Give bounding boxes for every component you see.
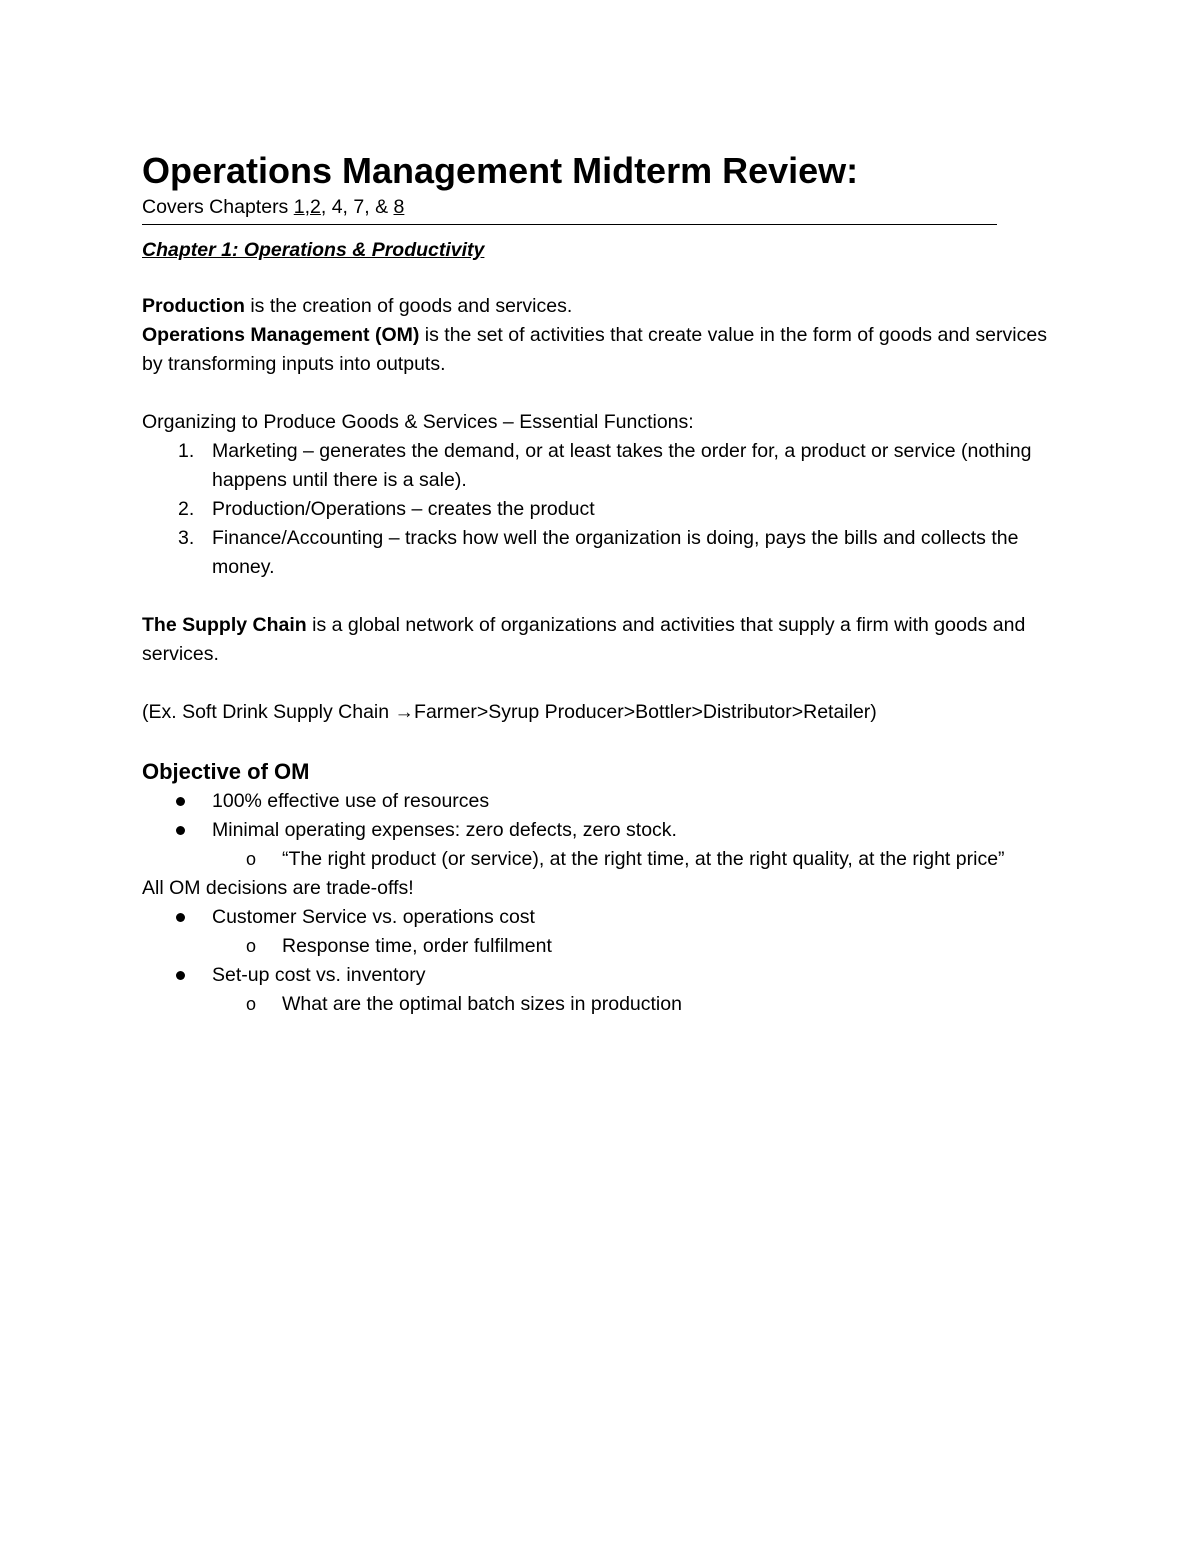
production-text: is the creation of goods and services. [244,295,573,317]
sub-bullet-icon: o [246,936,257,956]
list-item-text: Finance/Accounting – tracks how well the organization is doing, pays the bills and collects the money. [212,527,1019,578]
list-number: 1. [178,440,195,462]
list-item [142,437,1072,495]
chapter-heading: Chapter 1: Operations & Productivity [142,239,485,261]
supply-chain-example [142,698,1072,727]
list-item-text: What are the optimal batch sizes in production [282,993,682,1015]
bullet-icon [176,913,185,922]
tradeoffs-list-1 [142,903,1072,932]
supply-chain-text: is a global network of organizations and activities that supply a firm with goods and services. [142,614,1026,665]
document-body [142,150,1072,1019]
production-term: Production [142,295,245,317]
subtitle-comma: , [304,196,311,218]
functions-list [142,437,1072,582]
list-item-text: Production/Operations – creates the product [212,498,595,520]
list-item-text: Minimal operating expenses: zero defects, zero stock. [212,819,677,841]
bullet-icon [176,797,185,806]
list-item [142,961,1072,990]
list-item [142,495,1072,524]
om-text: is the set of activities that create value in the form of goods and services by transforming inputs into outputs. [142,324,1047,375]
chapter-8-link: 8 [393,196,405,218]
right-arrow-icon: → [394,701,415,723]
tradeoffs-intro: All OM decisions are trade-offs! [142,877,414,899]
objective-heading: Objective of OM [142,759,310,784]
supply-chain-term: The Supply Chain [142,614,307,636]
bullet-icon [176,826,185,835]
organizing-intro: Organizing to Produce Goods & Services – Essential Functions: [142,411,694,433]
list-item-text: Customer Service vs. operations cost [212,906,535,928]
sub-bullet-icon: o [246,994,257,1014]
om-definition [142,321,1072,379]
list-number: 3. [178,527,195,549]
list-item-text: Response time, order fulfilment [282,935,552,957]
list-item [142,816,1072,845]
horizontal-rule [142,224,997,225]
list-item-text: “The right product (or service), at the right time, at the right quality, at the right price” [282,848,1005,870]
sub-bullet-icon: o [246,849,257,869]
om-term: Operations Management (OM) [142,324,420,346]
example-prefix: (Ex. Soft Drink Supply Chain [142,701,395,723]
objective-sublist [142,845,1072,874]
list-item-text: Set-up cost vs. inventory [212,964,426,986]
list-item [142,903,1072,932]
list-item [142,845,1072,874]
page-title: Operations Management Midterm Review: [142,150,859,191]
subtitle-prefix: Covers Chapters [142,196,294,218]
list-item [142,787,1072,816]
objective-list [142,787,1072,845]
subtitle [142,194,1072,220]
chapter-1-link: 1 [293,196,305,218]
list-item [142,524,1072,582]
tradeoffs-sublist-2 [142,990,1072,1019]
list-item-text: Marketing – generates the demand, or at least takes the order for, a product or service (nothing happens until there is a sale). [212,440,1032,491]
list-item [142,932,1072,961]
list-number: 2. [178,498,195,520]
supply-chain-definition [142,611,1072,669]
chapter-2-link: 2 [310,196,321,218]
list-item [142,990,1072,1019]
tradeoffs-sublist-1 [142,932,1072,961]
tradeoffs-list-2 [142,961,1072,990]
production-definition [142,292,1072,321]
subtitle-rest: , 4, 7, & [320,196,394,218]
list-item-text: 100% effective use of resources [212,790,490,812]
bullet-icon [176,971,185,980]
example-suffix: Farmer>Syrup Producer>Bottler>Distributor>Retailer) [414,701,877,723]
